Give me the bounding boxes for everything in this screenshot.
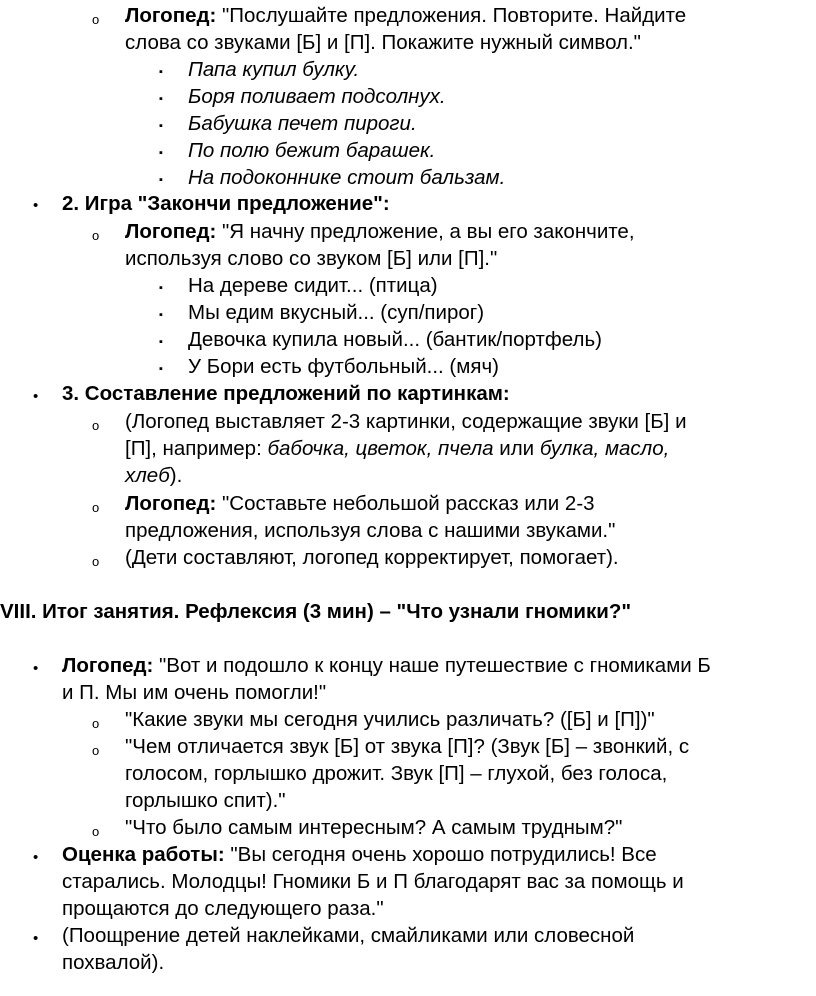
list-item: По полю бежит барашек. — [188, 139, 436, 162]
evaluation-label: Оценка работы: — [62, 843, 225, 866]
evaluation-line3: прощаются до следующего раза." — [62, 897, 384, 920]
circle-bullet-icon: o — [92, 500, 100, 515]
circle-bullet-icon: o — [92, 228, 100, 243]
circle-bullet-icon: o — [92, 12, 100, 27]
list-item: У Бори есть футбольный... (мяч) — [188, 355, 499, 378]
game1-instruction-line2: слова со звуками [Б] и [П]. Покажите нужный символ." — [125, 31, 641, 54]
square-bullet-icon: ▪ — [159, 363, 163, 375]
list-item: Мы едим вкусный... (суп/пирог) — [188, 301, 485, 324]
section8-intro-line2: и П. Мы им очень помогли!" — [62, 681, 327, 704]
circle-bullet-icon: o — [92, 418, 100, 433]
square-bullet-icon: ▪ — [159, 66, 163, 78]
question-2-line2: голосом, горлышко дрожит. Звук [П] – глухой, без голоса, — [125, 762, 668, 785]
question-1: "Какие звуки мы сегодня учились различать? ([Б] и [П])" — [125, 708, 655, 731]
game3-note-line2: [П], например: бабочка, цветок, пчела или булка, масло, — [125, 437, 670, 460]
list-item: Девочка купила новый... (бантик/портфель) — [188, 328, 602, 351]
list-item: На подоконнике стоит бальзам. — [188, 166, 506, 189]
game3-title: 3. Составление предложений по картинкам: — [62, 382, 510, 405]
square-bullet-icon: ▪ — [159, 309, 163, 321]
speaker-label: Логопед: — [125, 492, 217, 515]
circle-bullet-icon: o — [92, 743, 100, 758]
game3-note-line3: хлеб). — [125, 464, 183, 487]
question-3: "Что было самым интересным? А самым трудным?" — [125, 816, 623, 839]
evaluation-line2: старались. Молодцы! Гномики Б и П благодарят вас за помощь и — [62, 870, 684, 893]
section8-intro-line1: Логопед: "Вот и подошло к концу наше путешествие с гномиками Б — [62, 654, 711, 677]
square-bullet-icon: ▪ — [159, 93, 163, 105]
bullet-icon: • — [33, 388, 39, 405]
list-item: Бабушка печет пироги. — [188, 112, 417, 135]
game3-note-line1: (Логопед выставляет 2-3 картинки, содержащие звуки [Б] и — [125, 410, 687, 433]
square-bullet-icon: ▪ — [159, 336, 163, 348]
list-item: Боря поливает подсолнух. — [188, 85, 446, 108]
bullet-icon: • — [33, 849, 39, 866]
evaluation-line1: Оценка работы: "Вы сегодня очень хорошо потрудились! Все — [62, 843, 657, 866]
game2-instruction-line1: Логопед: "Я начну предложение, а вы его закончите, — [125, 220, 635, 243]
game3-children-note: (Дети составляют, логопед корректирует, помогает). — [125, 546, 619, 569]
question-2-line1: "Чем отличается звук [Б] от звука [П]? (Звук [Б] – звонкий, с — [125, 735, 690, 758]
circle-bullet-icon: o — [92, 554, 100, 569]
question-2-line3: горлышко спит)." — [125, 789, 286, 812]
game2-instruction-line2: используя слово со звуком [Б] или [П]." — [125, 247, 498, 270]
list-item: Папа купил булку. — [188, 58, 360, 81]
square-bullet-icon: ▪ — [159, 147, 163, 159]
circle-bullet-icon: o — [92, 716, 100, 731]
speaker-label: Логопед: — [125, 220, 217, 243]
game3-task-line1: Логопед: "Составьте небольшой рассказ или 2-3 — [125, 492, 595, 515]
reward-line1: (Поощрение детей наклейками, смайликами или словесной — [62, 924, 635, 947]
bullet-icon: • — [33, 197, 39, 214]
game1-instruction-line1: Логопед: "Послушайте предложения. Повторите. Найдите — [125, 4, 687, 27]
reward-line2: похвалой). — [62, 951, 165, 974]
square-bullet-icon: ▪ — [159, 120, 163, 132]
square-bullet-icon: ▪ — [159, 282, 163, 294]
list-item: На дереве сидит... (птица) — [188, 274, 438, 297]
game2-title: 2. Игра "Закончи предложение": — [62, 192, 390, 215]
game3-task-line2: предложения, используя слова с нашими звуками." — [125, 519, 616, 542]
speaker-label: Логопед: — [125, 4, 217, 27]
bullet-icon: • — [33, 660, 39, 677]
bullet-icon: • — [33, 930, 39, 947]
speaker-label: Логопед: — [62, 654, 154, 677]
square-bullet-icon: ▪ — [159, 174, 163, 186]
circle-bullet-icon: o — [92, 824, 100, 839]
section-heading: VIII. Итог занятия. Рефлексия (3 мин) – "Что узнали гномики?" — [0, 600, 632, 623]
